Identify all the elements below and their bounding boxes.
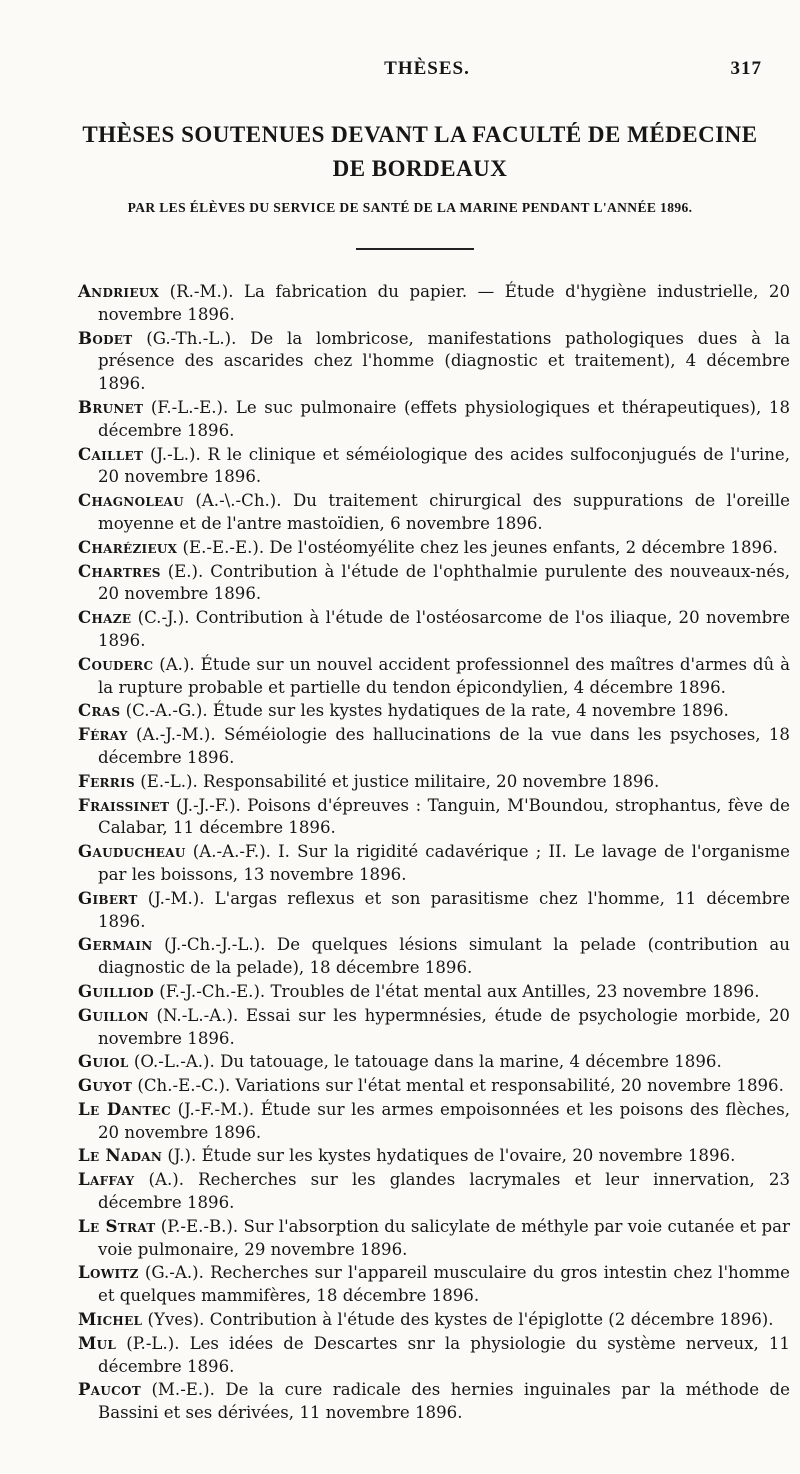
entry-author: Guyot <box>78 1075 133 1096</box>
entry-author: Caillet <box>78 443 144 464</box>
thesis-list <box>78 280 790 1425</box>
section-divider <box>356 248 474 250</box>
list-item <box>78 840 790 887</box>
entry-text: (J.-J.-F.). Poisons d'épreuves : Tanguin, M'Boundou, strophantus, fève de Calabar, 11 décembre 1896. <box>98 795 790 838</box>
entry-author: Michel <box>78 1309 143 1330</box>
list-item <box>78 1308 790 1332</box>
entry-text: (A.-J.-M.). Séméiologie des hallucinations de la vue dans les psychoses, 18 décembre 1896. <box>98 725 790 767</box>
entry-author: Bodet <box>78 327 133 348</box>
title-line-1: THÈSES SOUTENUES DEVANT LA FACULTÉ DE MÉDECINE <box>82 122 758 147</box>
entry-text: (J.-F.-M.). Étude sur les armes empoisonnées et les poisons des flèches, 20 novembre 1896. <box>98 1099 790 1142</box>
entry-author: Le Strat <box>78 1215 156 1236</box>
entry-text: (A.-\.-Ch.). Du traitement chirurgical des suppurations de l'oreille moyenne et de l'antre mastoïdien, 6 novembre 1896. <box>98 491 790 533</box>
entry-text: (E.). Contribution à l'étude de l'ophthalmie purulente des nouveaux-nés, 20 novembre 1896. <box>98 561 790 604</box>
entry-author: Chaze <box>78 607 132 628</box>
entry-author: Brunet <box>78 396 144 417</box>
entry-text: (J.-L.). R le clinique et séméiologique des acides sulfoconjugués de l'urine, 20 novembre 1896. <box>98 444 790 487</box>
entry-author: Ferris <box>78 770 135 791</box>
list-item <box>78 1261 790 1308</box>
list-item <box>78 1332 790 1379</box>
list-item <box>78 980 790 1004</box>
list-item <box>78 1050 790 1074</box>
list-item <box>78 560 790 607</box>
list-item <box>78 1144 790 1168</box>
entry-text: (P.-E.-B.). Sur l'absorption du salicylate de méthyle par voie cutanée et par voie pulmonaire, 29 novembre 1896. <box>98 1216 790 1259</box>
entry-text: (C.-J.). Contribution à l'étude de l'ostéosarcome de l'os iliaque, 20 novembre 1896. <box>98 608 790 650</box>
entry-author: Gibert <box>78 887 138 908</box>
list-item <box>78 1098 790 1145</box>
list-item <box>78 280 790 327</box>
list-item <box>78 887 790 934</box>
entry-author: Féray <box>78 724 128 745</box>
entry-text: (A.). Étude sur un nouvel accident professionnel des maîtres d'armes dû à la rupture probable et partielle du tendon épicondylien, 4 décembre 1896. <box>98 654 790 697</box>
entry-author: Couderc <box>78 653 154 674</box>
entry-author: Gauducheau <box>78 841 186 862</box>
entry-author: Lowitz <box>78 1262 139 1283</box>
entry-text: (F.-L.-E.). Le suc pulmonaire (effets physiologiques et thérapeutiques), 18 décembre 1896. <box>98 397 790 440</box>
entry-author: Guillon <box>78 1004 149 1025</box>
entry-text: (J.-Ch.-J.-L.). De quelques lésions simulant la pelade (contribution au diagnostic de la pelade), 18 décembre 1896. <box>98 935 790 978</box>
list-item <box>78 794 790 841</box>
entry-text: (O.-L.-A.). Du tatouage, le tatouage dans la marine, 4 décembre 1896. <box>128 1052 722 1072</box>
entry-text: (J.). Étude sur les kystes hydatiques de l'ovaire, 20 novembre 1896. <box>162 1146 736 1166</box>
page-title <box>60 118 780 186</box>
list-item <box>78 536 790 560</box>
entry-text: (A.-A.-F.). I. Sur la rigidité cadavérique ; II. Le lavage de l'organisme par les boissons, 13 novembre 1896. <box>98 842 790 884</box>
entry-text: (P.-L.). Les idées de Descartes snr la physiologie du système nerveux, 11 décembre 1896. <box>98 1333 790 1376</box>
entry-author: Chagnoleau <box>78 490 184 511</box>
entry-text: (E.-L.). Responsabilité et justice militaire, 20 novembre 1896. <box>134 771 660 791</box>
entry-author: Andrieux <box>78 281 160 301</box>
entry-author: Le Dantec <box>78 1098 171 1119</box>
list-item <box>78 1004 790 1051</box>
list-item <box>78 1378 790 1425</box>
title-line-2: DE BORDEAUX <box>332 156 508 181</box>
entry-author: Cras <box>78 700 121 721</box>
list-item <box>78 723 790 770</box>
entry-author: Paucot <box>78 1379 141 1400</box>
entry-author: Charézieux <box>78 536 178 557</box>
page-number: 317 <box>730 58 762 79</box>
running-title: THÈSES. <box>384 58 470 79</box>
list-item <box>78 770 790 794</box>
running-header <box>92 58 762 82</box>
entry-text: (N.-L.-A.). Essai sur les hypermnésies, étude de psychologie morbide, 20 novembre 1896. <box>98 1005 790 1048</box>
list-item <box>78 443 790 490</box>
list-item <box>78 396 790 443</box>
entry-text: (C.-A.-G.). Étude sur les kystes hydatiques de la rate, 4 novembre 1896. <box>120 701 729 721</box>
entry-text: (Yves). Contribution à l'étude des kystes de l'épiglotte (2 décembre 1896). <box>142 1310 774 1330</box>
entry-text: (A.). Recherches sur les glandes lacrymales et leur innervation, 23 décembre 1896. <box>98 1170 790 1213</box>
list-item <box>78 606 790 653</box>
list-item <box>78 933 790 980</box>
entry-author: Fraissinet <box>78 794 170 815</box>
list-item <box>78 1215 790 1262</box>
list-item <box>78 327 790 396</box>
list-item <box>78 1074 790 1098</box>
entry-author: Mul <box>78 1332 117 1353</box>
list-item <box>78 699 790 723</box>
entry-author: Laffay <box>78 1169 135 1190</box>
subtitle: PAR LES ÉLÈVES DU SERVICE DE SANTÉ DE LA MARINE PENDANT L'ANNÉE 1896. <box>127 200 693 215</box>
entry-author: Germain <box>78 934 153 955</box>
entry-author: Guiol <box>78 1051 129 1072</box>
entry-text: (Ch.-E.-C.). Variations sur l'état mental et responsabilité, 20 novembre 1896. <box>132 1076 784 1096</box>
list-item <box>78 489 790 536</box>
entry-author: Chartres <box>78 560 161 581</box>
list-item <box>78 653 790 700</box>
entry-text: (J.-M.). L'argas reflexus et son parasitisme chez l'homme, 11 décembre 1896. <box>98 888 790 931</box>
entry-text: (G.-A.). Recherches sur l'appareil musculaire du gros intestin chez l'homme et quelques mammifères, 18 décembre 1896. <box>98 1263 790 1306</box>
entry-author: Guilliod <box>78 980 154 1001</box>
entry-author: Le Nadan <box>78 1145 163 1166</box>
entry-text: (R.-M.). La fabrication du papier. — Étude d'hygiène industrielle, 20 novembre 1896. <box>98 282 790 324</box>
entry-text: (G.-Th.-L.). De la lombricose, manifestations pathologiques dues à la présence des ascarides chez l'homme (diagnostic et traitement), 4 décembre 1896. <box>98 328 790 394</box>
list-item <box>78 1168 790 1215</box>
entry-text: (M.-E.). De la cure radicale des hernies inguinales par la méthode de Bassini et ses dérivées, 11 novembre 1896. <box>98 1380 790 1423</box>
entry-text: (E.-E.-E.). De l'ostéomyélite chez les jeunes enfants, 2 décembre 1896. <box>177 537 778 557</box>
entry-text: (F.-J.-Ch.-E.). Troubles de l'état mental aux Antilles, 23 novembre 1896. <box>154 981 760 1001</box>
